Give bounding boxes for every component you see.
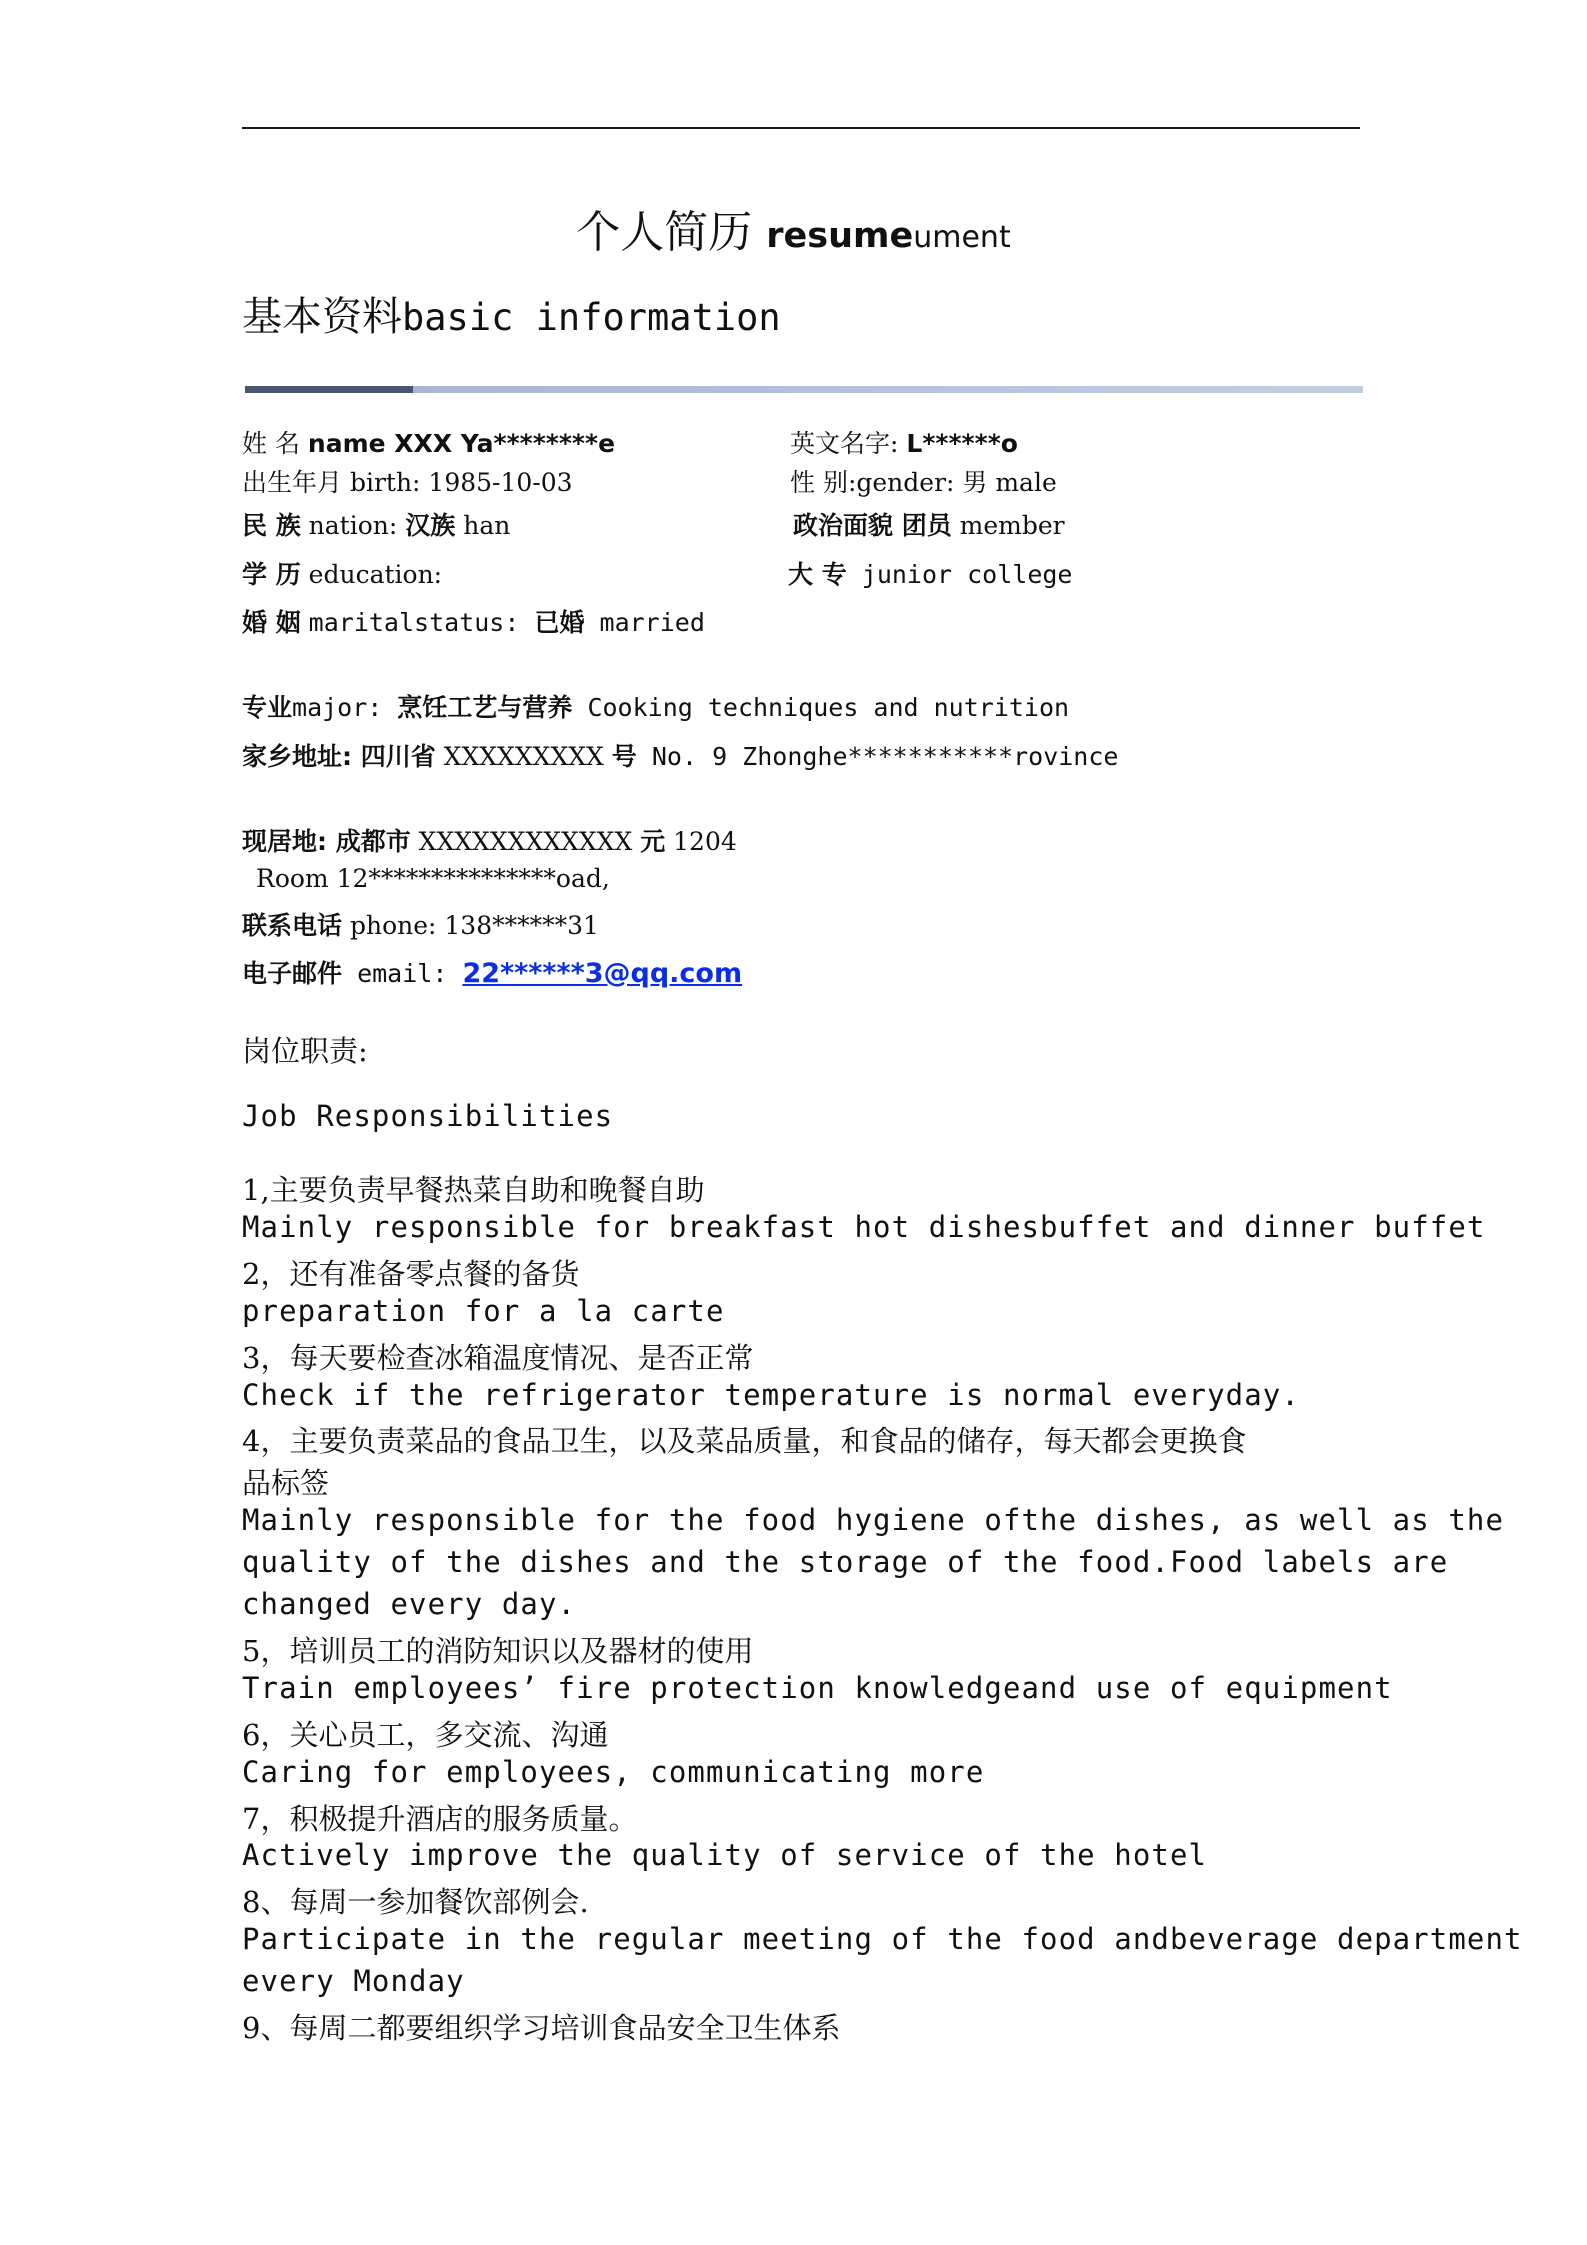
hometown-label: 家乡地址:	[242, 742, 352, 771]
hometown-province: 四川省	[352, 742, 436, 771]
gender-row: 性 别:gender: 男 male	[790, 468, 1057, 497]
section-title-en: basic information	[402, 296, 781, 339]
nation-value-en: han	[455, 511, 511, 540]
hometown-mid: XXXXXXXXX	[435, 742, 612, 771]
marital-label: 婚 姻	[242, 608, 301, 637]
name-label: 姓 名	[242, 429, 300, 458]
duty-line: quality of the dishes and the storage of the food.Food labels are	[242, 1545, 1449, 1579]
phone-row	[242, 906, 599, 942]
title-tail: ument	[913, 220, 1011, 255]
marital-value-zh: 已婚	[534, 608, 585, 637]
duty-line: 9、每周二都要组织学习培训食品安全卫生体系	[242, 2011, 841, 2045]
major-en: major:	[292, 693, 398, 722]
education-en: education:	[308, 560, 443, 589]
english-name-row	[790, 424, 1018, 460]
section-title-zh: 基本资料	[242, 294, 402, 340]
duty-line: 5，培训员工的消防知识以及器材的使用	[242, 1634, 754, 1668]
residence-yuan: 元	[640, 827, 666, 856]
duty-line: Caring for employees, communicating more	[242, 1755, 985, 1789]
politics-en: member	[951, 511, 1065, 540]
english-name-label: 英文名字:	[790, 429, 899, 458]
duty-line: preparation for a la carte	[242, 1294, 725, 1328]
title-main: 个人简历	[576, 207, 767, 258]
marital-value-en: married	[584, 608, 705, 637]
residence-row	[242, 822, 737, 858]
marital-en: maritalstatus:	[308, 608, 535, 637]
residence-line2: Room 12***************oad,	[256, 864, 610, 893]
duty-line: 2，还有准备零点餐的备货	[242, 1257, 580, 1291]
politics-row	[793, 506, 1065, 542]
major-row	[242, 688, 1069, 724]
page-title	[0, 196, 1587, 260]
residence-label: 现居地:	[242, 827, 327, 856]
duty-line: Mainly responsible for the food hygiene ofthe dishes, as well as the	[242, 1503, 1505, 1537]
duty-line: Actively improve the quality of service of the hotel	[242, 1838, 1208, 1872]
email-row	[242, 954, 742, 990]
section-title	[242, 285, 781, 342]
nation-label: 民 族	[242, 511, 301, 540]
major-value-zh: 烹饪工艺与营养	[397, 693, 573, 722]
education-value-en: junior college	[846, 560, 1073, 589]
nation-value-zh: 汉族	[405, 511, 456, 540]
section-divider	[245, 386, 1363, 393]
english-name-value: L******o	[906, 429, 1018, 458]
phone-label: 联系电话	[242, 911, 343, 940]
email-label: 电子邮件	[242, 959, 343, 988]
name-value: name XXX Ya********e	[307, 429, 616, 458]
name-row	[242, 424, 615, 460]
duties-en-label: Job Responsibilities	[242, 1099, 614, 1133]
title-resume: resume	[766, 216, 914, 256]
duty-line: Check if the refrigerator temperature is normal everyday.	[242, 1378, 1300, 1412]
education-row	[242, 555, 442, 591]
duty-line: Mainly responsible for breakfast hot dishesbuffet and dinner buffet	[242, 1210, 1486, 1244]
hometown-en: No. 9 Zhonghe***********rovince	[636, 742, 1119, 771]
duties-label: 岗位职责:	[242, 1034, 368, 1068]
duty-line: changed every day.	[242, 1587, 577, 1621]
nation-row	[242, 506, 510, 542]
email-link[interactable]: 22******3@qq.com	[462, 958, 743, 989]
phone-value: phone: 138******31	[342, 911, 599, 940]
birth-row: 出生年月 birth: 1985-10-03	[242, 468, 573, 497]
duty-line: 1,主要负责早餐热菜自助和晚餐自助	[242, 1173, 705, 1207]
major-label: 专业	[242, 693, 293, 722]
duty-line: 4，主要负责菜品的食品卫生，以及菜品质量，和食品的储存，每天都会更换食	[242, 1424, 1247, 1458]
duty-line: Participate in the regular meeting of the food andbeverage department	[242, 1922, 1523, 1956]
duty-line: 6，关心员工，多交流、沟通	[242, 1718, 609, 1752]
duty-line: 3，每天要检查冰箱温度情况、是否正常	[242, 1341, 754, 1375]
duty-line: 7，积极提升酒店的服务质量。	[242, 1802, 638, 1836]
marital-row	[242, 603, 705, 639]
nation-en: nation:	[308, 511, 406, 540]
education-value	[788, 555, 1073, 591]
major-value-en: Cooking techniques and nutrition	[572, 693, 1070, 722]
duty-line: every Monday	[242, 1964, 465, 1998]
residence-num: 1204	[665, 827, 737, 856]
hometown-row	[242, 737, 1118, 773]
duty-line: Train employees’ fire protection knowledgeand use of equipment	[242, 1671, 1393, 1705]
education-value-zh: 大 专	[788, 560, 847, 589]
education-label: 学 历	[242, 560, 301, 589]
header-rule	[242, 127, 1360, 129]
duty-line: 品标签	[242, 1466, 330, 1500]
politics-label: 政治面貌 团员	[793, 511, 952, 540]
residence-city: 成都市	[327, 827, 411, 856]
residence-mid: XXXXXXXXXXXX	[410, 827, 641, 856]
email-en: email:	[342, 959, 463, 988]
hometown-hao: 号	[611, 742, 637, 771]
duty-line: 8、每周一参加餐饮部例会.	[242, 1885, 589, 1919]
